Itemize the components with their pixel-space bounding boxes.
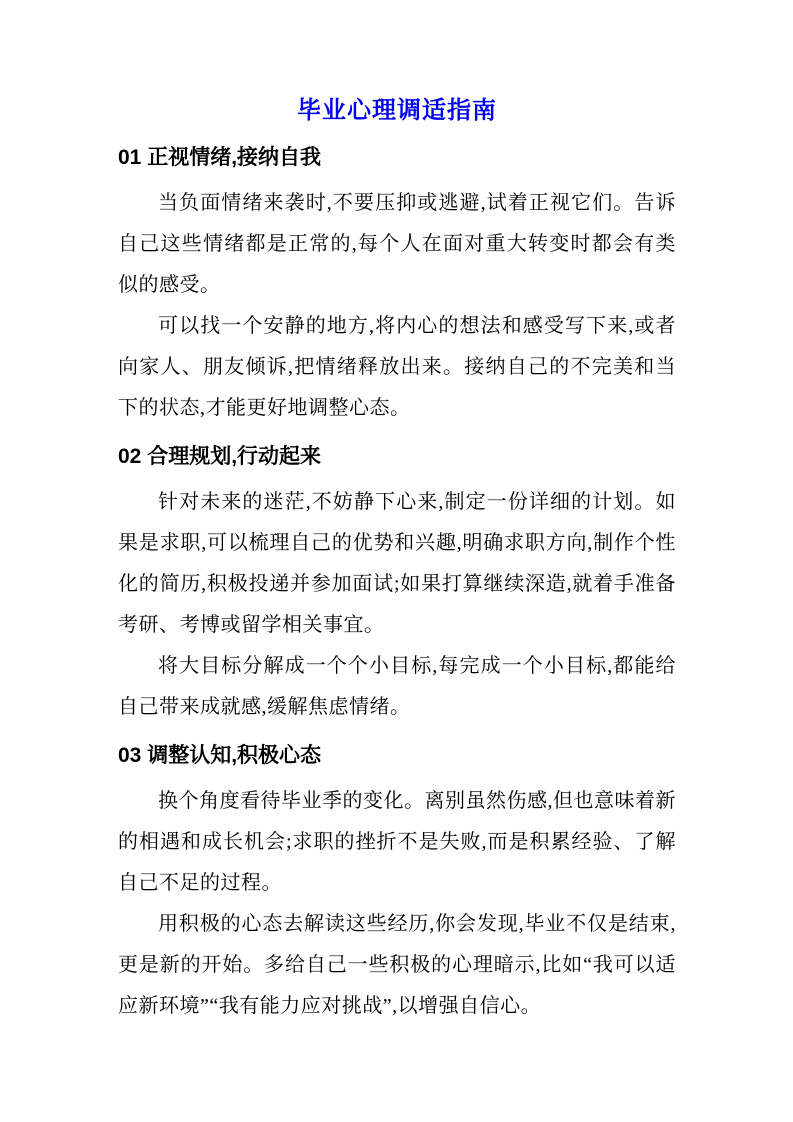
paragraph: 针对未来的迷茫,不妨静下心来,制定一份详细的计划。如果是求职,可以梳理自己的优势和兴趣,明确求职方向,制作个性化的简历,积极投递并参加面试;如果打算继续深造,就着手准备考研、考博或留学相关事宜。: [118, 491, 676, 636]
section-heading-02: 02 合理规划,行动起来: [118, 445, 322, 468]
document-title: 毕业心理调适指南: [297, 97, 497, 124]
section-emotions: [118, 142, 676, 429]
section-mindset: [118, 740, 676, 1027]
paragraph: 可以找一个安静的地方,将内心的想法和感受写下来,或者向家人、朋友倾诉,把情绪释放出来。接纳自己的不完美和当下的状态,才能更好地调整心态。: [118, 315, 676, 419]
paragraph: 将大目标分解成一个个小目标,每完成一个小目标,都能给自己带来成就感,缓解焦虑情绪。: [118, 655, 676, 718]
section-heading-01: 01 正视情绪,接纳自我: [118, 146, 322, 169]
paragraph: 当负面情绪来袭时,不要压抑或逃避,试着正视它们。告诉自己这些情绪都是正常的,每个人在面对重大转变时都会有类似的感受。: [118, 192, 676, 296]
paragraph: 用积极的心态去解读这些经历,你会发现,毕业不仅是结束,更是新的开始。多给自己一些积极的心理暗示,比如“我可以适应新环境”“我有能力应对挑战”,以增强自信心。: [118, 913, 676, 1017]
section-heading-03: 03 调整认知,积极心态: [118, 744, 322, 767]
paragraph: 换个角度看待毕业季的变化。离别虽然伤感,但也意味着新的相遇和成长机会;求职的挫折不是失败,而是积累经验、了解自己不足的过程。: [118, 790, 676, 894]
section-planning: [118, 441, 676, 728]
